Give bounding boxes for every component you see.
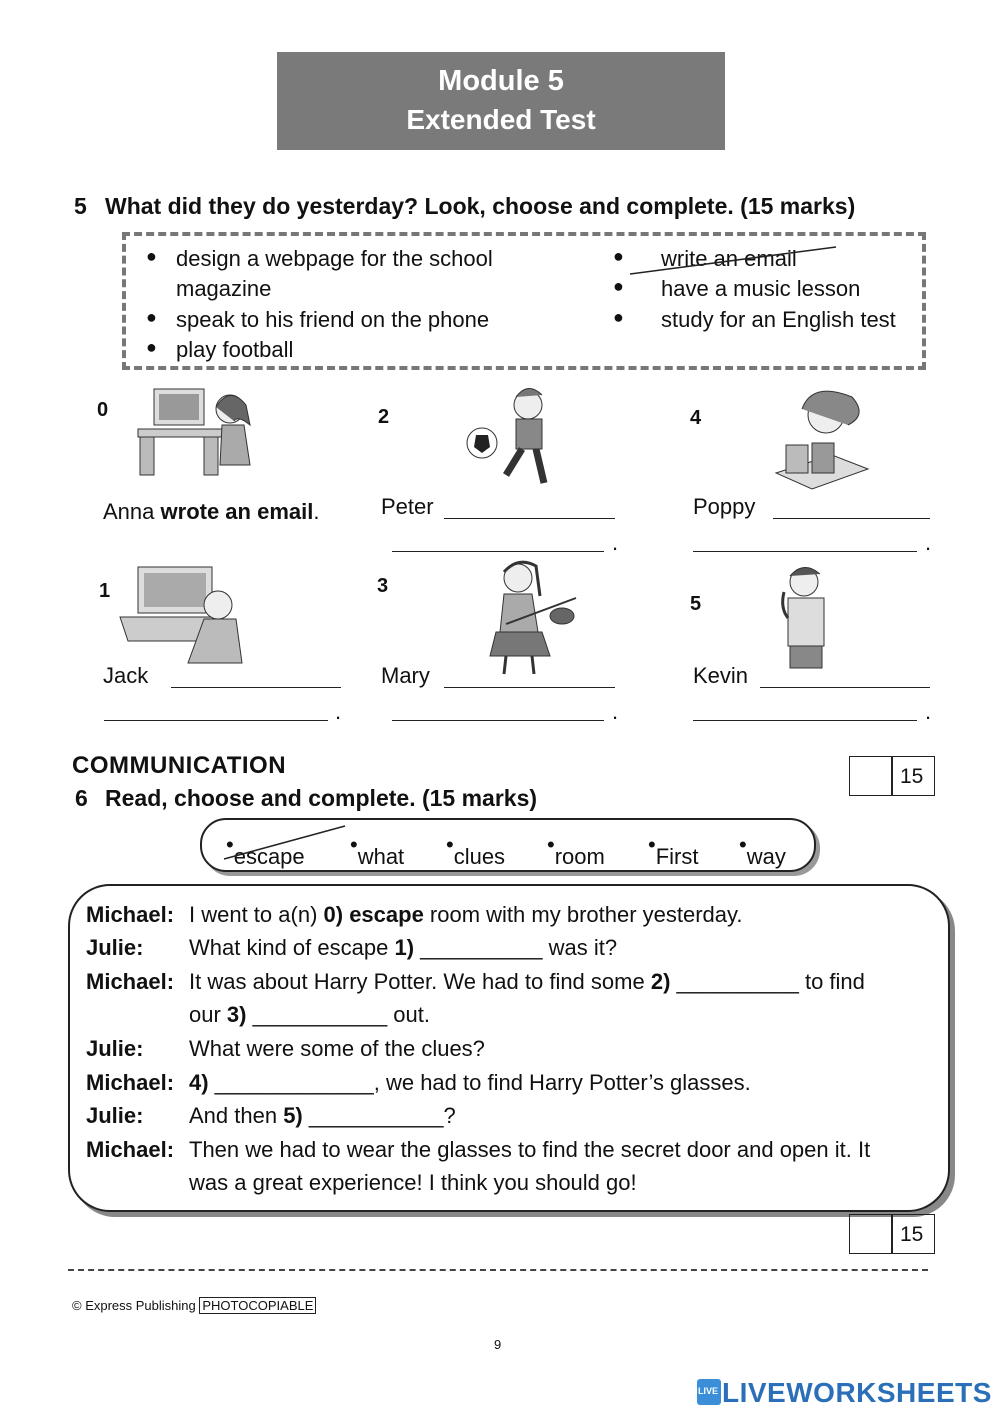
item-3-answer-line1[interactable]	[444, 667, 615, 688]
item-5-name: Kevin	[693, 663, 749, 688]
section5-number: 5	[74, 193, 87, 219]
word-escape-strikethrough	[222, 824, 348, 869]
dialogue-line-6[interactable]: 4) _____________, we had to find Harry Potter’s glasses.	[189, 1070, 751, 1095]
item-number-5: 5	[690, 593, 702, 615]
dialogue-line-5: What were some of the clues?	[189, 1036, 485, 1061]
item-1-answer-line2[interactable]	[104, 700, 328, 721]
cut-line	[68, 1269, 928, 1271]
item-number-0: 0	[97, 399, 109, 421]
word-way: • way	[739, 832, 786, 869]
option-design-webpage: ● design a webpage for the school	[146, 246, 493, 271]
section6-score-total: 15	[900, 1223, 924, 1246]
section5-instruction: What did they do yesterday? Look, choose and complete. (15 marks)	[105, 193, 856, 219]
module-subtitle: Extended Test	[406, 104, 596, 135]
item-4-answer-line1[interactable]	[773, 498, 930, 519]
option-speak-phone: ● speak to his friend on the phone	[146, 307, 490, 332]
speaker-3: Michael:	[86, 969, 175, 994]
item-3-name: Mary	[381, 663, 430, 688]
item-number-4: 4	[690, 407, 702, 429]
item-3-answer-line2[interactable]	[392, 700, 604, 721]
strikethrough-mark	[613, 244, 840, 278]
speaker-1: Michael:	[86, 902, 175, 927]
item-number-1: 1	[99, 580, 111, 602]
item-number-3: 3	[377, 575, 389, 597]
photocopiable-tag: PHOTOCOPIABLE	[199, 1297, 316, 1314]
boy-football-illustration	[462, 383, 580, 495]
option-study-english: ● study for an English test	[613, 307, 896, 332]
option-write-email: ● write an email	[613, 246, 797, 271]
dialogue-line-2[interactable]: What kind of escape 1) __________ was it?	[189, 935, 618, 960]
dialogue-line-4[interactable]: our 3) ___________ out.	[189, 1002, 430, 1027]
item-1-name: Jack	[103, 663, 149, 688]
item-5-answer-line1[interactable]	[760, 667, 930, 688]
item-4-answer-line2[interactable]	[693, 531, 917, 552]
word-what: • what	[350, 832, 405, 869]
word-escape: • escape	[226, 832, 305, 869]
option-music-lesson: ● have a music lesson	[613, 276, 861, 301]
item-0-example: Anna wrote an email.	[103, 499, 320, 524]
module-title: Module 5	[438, 65, 564, 97]
speaker-7: Julie:	[86, 1103, 144, 1128]
item-2-period: .	[612, 530, 619, 555]
item-number-2: 2	[378, 406, 390, 428]
item-1-answer-line1[interactable]	[171, 667, 341, 688]
liveworksheets-logo: LIVE	[697, 1379, 721, 1405]
section5-score-box[interactable]	[849, 756, 935, 796]
speaker-2: Julie:	[86, 935, 144, 960]
item-2-answer-line2[interactable]	[392, 531, 604, 552]
item-3-period: .	[612, 699, 619, 724]
section6-number: 6	[75, 785, 88, 811]
page-number: 9	[494, 1337, 502, 1352]
communication-heading: COMMUNICATION	[72, 752, 287, 779]
word-room: • room	[547, 832, 605, 869]
section5-score-total: 15	[900, 765, 924, 788]
girl-violin-illustration	[466, 556, 584, 678]
boy-phone-illustration	[776, 562, 836, 670]
section6-instruction: Read, choose and complete. (15 marks)	[105, 785, 538, 811]
girl-studying-illustration	[772, 385, 872, 493]
dialogue-line-9: was a great experience! I think you should go!	[189, 1170, 637, 1195]
item-4-period: .	[925, 530, 932, 555]
option-design-webpage-cont: magazine	[176, 276, 272, 301]
module-title-box	[277, 52, 725, 150]
item-1-period: .	[335, 699, 342, 724]
boy-webpage-illustration	[118, 565, 248, 665]
dialogue-line-3[interactable]: It was about Harry Potter. We had to find some 2) __________ to find	[189, 969, 865, 994]
copyright-footer: © Express Publishing PHOTOCOPIABLE	[72, 1298, 316, 1313]
speaker-6: Michael:	[86, 1070, 175, 1095]
item-2-answer-line1[interactable]	[444, 498, 615, 519]
dialogue-line-1: I went to a(n) 0) escape room with my brother yesterday.	[189, 902, 743, 927]
dialogue-line-8: Then we had to wear the glasses to find the secret door and open it. It	[189, 1137, 871, 1162]
item-5-period: .	[925, 699, 932, 724]
girl-computer-illustration	[134, 385, 264, 480]
item-2-name: Peter	[381, 494, 434, 519]
item-4-name: Poppy	[693, 494, 756, 519]
section6-score-box[interactable]	[849, 1214, 935, 1254]
word-clues: • clues	[446, 832, 506, 869]
speaker-5: Julie:	[86, 1036, 144, 1061]
speaker-8: Michael:	[86, 1137, 175, 1162]
item-5-answer-line2[interactable]	[693, 700, 917, 721]
liveworksheets-brand[interactable]: LIVEWORKSHEETS	[722, 1377, 992, 1408]
word-first: • First	[648, 832, 699, 869]
option-play-football: ● play football	[146, 337, 294, 362]
dialogue-line-7[interactable]: And then 5) ___________?	[189, 1103, 456, 1128]
